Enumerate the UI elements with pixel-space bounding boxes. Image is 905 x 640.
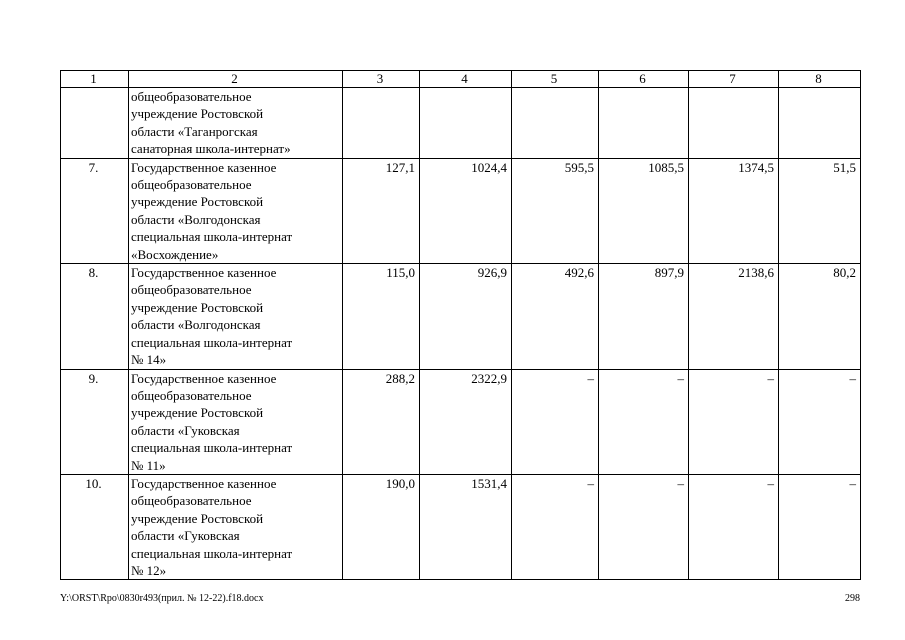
value-col-3: 127,1	[343, 158, 420, 263]
col-header-5: 5	[512, 71, 599, 88]
value-col-4: 926,9	[420, 264, 512, 369]
value-col-7: 1374,5	[689, 158, 779, 263]
page-number: 298	[845, 593, 860, 604]
value-col-8: –	[779, 474, 861, 579]
value-col-7: –	[689, 474, 779, 579]
row-number: 9.	[61, 369, 129, 474]
institution-name: общеобразовательное учреждение Ростовской области «Таганрогская санаторная школа-интернат»	[129, 88, 343, 159]
value-cell	[779, 88, 861, 159]
col-header-1: 1	[61, 71, 129, 88]
value-cell	[343, 88, 420, 159]
value-col-8: 51,5	[779, 158, 861, 263]
col-header-3: 3	[343, 71, 420, 88]
value-col-5: –	[512, 369, 599, 474]
col-header-8: 8	[779, 71, 861, 88]
institution-name: Государственное казенное общеобразовательное учреждение Ростовской области «Гуковская специальная школа-интернат № 12»	[129, 474, 343, 579]
footer-file-path: Y:\ORST\Rpo\0830r493(прил. № 12-22).f18.docx	[60, 593, 264, 604]
row-number: 8.	[61, 264, 129, 369]
value-cell	[599, 88, 689, 159]
table-row	[61, 474, 861, 579]
value-cell	[689, 88, 779, 159]
value-cell	[512, 88, 599, 159]
value-col-5: 492,6	[512, 264, 599, 369]
institution-name: Государственное казенное общеобразовательное учреждение Ростовской области «Волгодонская специальная школа-интернат «Восхождение»	[129, 158, 343, 263]
value-col-4: 1024,4	[420, 158, 512, 263]
value-col-4: 1531,4	[420, 474, 512, 579]
col-header-7: 7	[689, 71, 779, 88]
row-number: 7.	[61, 158, 129, 263]
value-col-6: –	[599, 369, 689, 474]
value-col-8: –	[779, 369, 861, 474]
table-row	[61, 369, 861, 474]
institution-name: Государственное казенное общеобразовательное учреждение Ростовской области «Волгодонская специальная школа-интернат № 14»	[129, 264, 343, 369]
row-number	[61, 88, 129, 159]
value-col-6: 1085,5	[599, 158, 689, 263]
value-col-8: 80,2	[779, 264, 861, 369]
value-col-6: 897,9	[599, 264, 689, 369]
value-col-3: 115,0	[343, 264, 420, 369]
col-header-4: 4	[420, 71, 512, 88]
data-table	[60, 70, 861, 580]
value-col-4: 2322,9	[420, 369, 512, 474]
col-header-6: 6	[599, 71, 689, 88]
value-col-5: –	[512, 474, 599, 579]
value-col-7: 2138,6	[689, 264, 779, 369]
value-col-3: 190,0	[343, 474, 420, 579]
continuation-row	[61, 88, 861, 159]
col-header-2: 2	[129, 71, 343, 88]
value-col-6: –	[599, 474, 689, 579]
value-col-5: 595,5	[512, 158, 599, 263]
institution-name: Государственное казенное общеобразовательное учреждение Ростовской области «Гуковская специальная школа-интернат № 11»	[129, 369, 343, 474]
table-row	[61, 158, 861, 263]
row-number: 10.	[61, 474, 129, 579]
column-number-row	[61, 71, 861, 88]
value-col-3: 288,2	[343, 369, 420, 474]
table-row	[61, 264, 861, 369]
value-col-7: –	[689, 369, 779, 474]
value-cell	[420, 88, 512, 159]
